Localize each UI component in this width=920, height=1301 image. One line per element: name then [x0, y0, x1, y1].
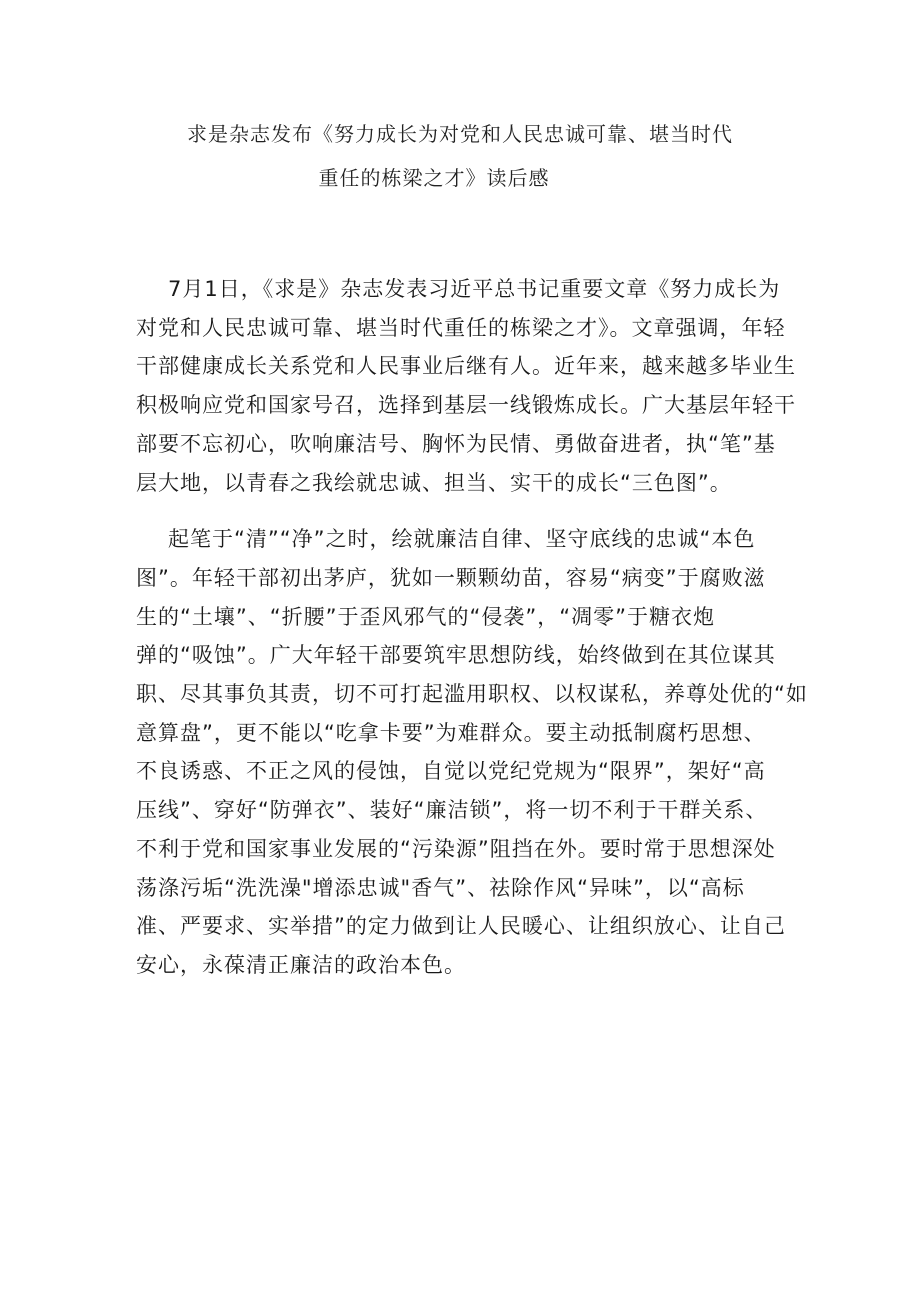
- paragraph-2: [136, 520, 808, 984]
- paragraph-line: 层大地，以青春之我绘就忠诚、担当、实干的成长“三色图”。: [136, 470, 732, 495]
- paragraph-line: 不良诱惑、不正之风的侵蚀，自觉以党纪党规为“限界”，架好“高: [136, 759, 766, 784]
- document-title: [0, 112, 920, 200]
- paragraph-line: 对党和人民忠诚可靠、堪当时代重任的栋梁之才》。文章强调，年轻: [136, 315, 786, 340]
- paragraph-line: 部要不忘初心，吹响廉洁号、胸怀为民情、勇做奋进者，执“笔”基: [136, 431, 776, 456]
- paragraph-line: 荡涤污垢“洗洗澡"增添忠诚"香气”、祛除作风“异味”，以“高标: [136, 875, 745, 900]
- paragraph-line: 压线”、穿好“防弹衣”、装好“廉洁锁”，将一切不利于干群关系、: [136, 798, 768, 823]
- paragraph-line: 7月1日，《求是》杂志发表习近平总书记重要文章《努力成长为: [168, 277, 781, 301]
- paragraph-line: 职、尽其事负其责，切不可打起滥用职权、以权谋私，养尊处优的“如: [136, 682, 808, 707]
- article-body: [136, 270, 808, 1003]
- paragraph-line: 意算盘”，更不能以“吃拿卡要”为难群众。要主动抵制腐朽思想、: [136, 720, 766, 745]
- paragraph-line: 生的“土壤”、“折腰”于歪风邪气的“侵袭”，“凋零”于糖衣炮: [136, 604, 716, 629]
- paragraph-line: 安心，永葆清正廉洁的政治本色。: [136, 952, 466, 977]
- paragraph-1: [136, 270, 796, 502]
- paragraph-line: 起笔于“清”“净”之时，绘就廉洁自律、坚守底线的忠诚“本色: [168, 527, 756, 552]
- paragraph-line: 图”。年轻干部初出茅庐，犹如一颗颗幼苗，容易“病变”于腐败滋: [136, 565, 766, 590]
- paragraph-line: 干部健康成长关系党和人民事业后继有人。近年来，越来越多毕业生: [136, 354, 796, 379]
- paragraph-line: 积极响应党和国家号召，选择到基层一线锻炼成长。广大基层年轻干: [136, 393, 796, 418]
- paragraph-line: 准、严要求、实举措”的定力做到让人民暖心、让组织放心、让自己: [136, 914, 786, 939]
- paragraph-line: 不利于党和国家事业发展的“污染源”阻挡在外。要时常于思想深处: [136, 836, 776, 861]
- title-line-2: 重任的栋梁之才》读后感: [318, 166, 550, 190]
- paragraph-line: 弹的“吸蚀”。广大年轻干部要筑牢思想防线，始终做到在其位谋其: [136, 643, 776, 668]
- title-line-1: 求是杂志发布《努力成长为对党和人民忠诚可靠、堪当时代: [187, 122, 733, 146]
